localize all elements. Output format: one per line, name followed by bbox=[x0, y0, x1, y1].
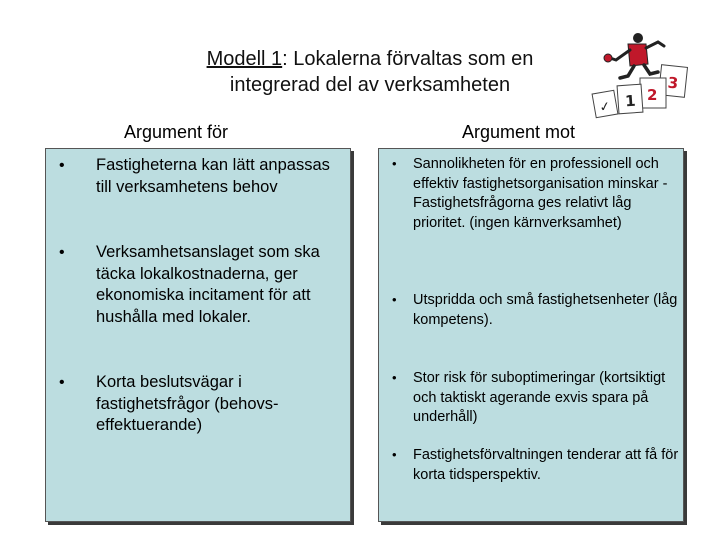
calendar-runner-clipart bbox=[588, 30, 698, 120]
running-person-icon bbox=[604, 33, 664, 78]
calendar-number-1: 1 bbox=[624, 91, 637, 111]
title-model-link[interactable]: Modell 1 bbox=[206, 48, 283, 70]
argument-text: Korta beslutsvägar i fastighetsfrågor (behovs-effektuerande) bbox=[96, 373, 279, 434]
bullet-icon: • bbox=[59, 374, 65, 391]
bullet-icon: • bbox=[392, 447, 397, 462]
calendar-number-3: 3 bbox=[666, 73, 680, 93]
bullet-icon: • bbox=[392, 292, 397, 307]
slide-title bbox=[110, 46, 630, 98]
calendar-page-icon bbox=[640, 78, 666, 108]
title-line1-rest: : Lokalerna förvaltas som en bbox=[282, 48, 534, 70]
argument-text: Fastigheterna kan lätt anpassas till verksamhetens behov bbox=[96, 156, 330, 196]
title-line2: integrerad del av verksamheten bbox=[229, 74, 511, 96]
argument-text: Verksamhetsanslaget som ska täcka lokalkostnaderna, ger ekonomiska incitament för att hushålla med lokaler. bbox=[96, 243, 320, 326]
calendar-number-2: 2 bbox=[647, 86, 658, 104]
argument-against-panel bbox=[378, 148, 684, 522]
checkmark-page-icon bbox=[592, 90, 618, 117]
calendar-page-icon bbox=[617, 84, 643, 114]
argument-for-heading: Argument för bbox=[124, 122, 229, 142]
checkmark-glyph: ✓ bbox=[598, 99, 612, 116]
argument-text: Sannolikheten för en professionell och effektiv fastighetsorganisation minskar - Fastighetsfrågorna ges relativt låg prioritet. (ingen kärnverksamhet) bbox=[413, 156, 668, 231]
argument-text: Stor risk för suboptimeringar (kortsiktigt och taktiskt agerande exvis spara på underhåll) bbox=[413, 370, 666, 425]
bullet-icon: • bbox=[392, 156, 397, 171]
argument-for-panel bbox=[45, 148, 351, 522]
argument-text: Fastighetsförvaltningen tenderar att få för korta tidsperspektiv. bbox=[413, 447, 679, 483]
bullet-icon: • bbox=[59, 157, 65, 174]
argument-against-heading: Argument mot bbox=[462, 122, 576, 142]
argument-text: Utspridda och små fastighetsenheter (låg kompetens). bbox=[413, 292, 678, 328]
bullet-icon: • bbox=[392, 370, 397, 385]
bullet-icon: • bbox=[59, 244, 65, 261]
